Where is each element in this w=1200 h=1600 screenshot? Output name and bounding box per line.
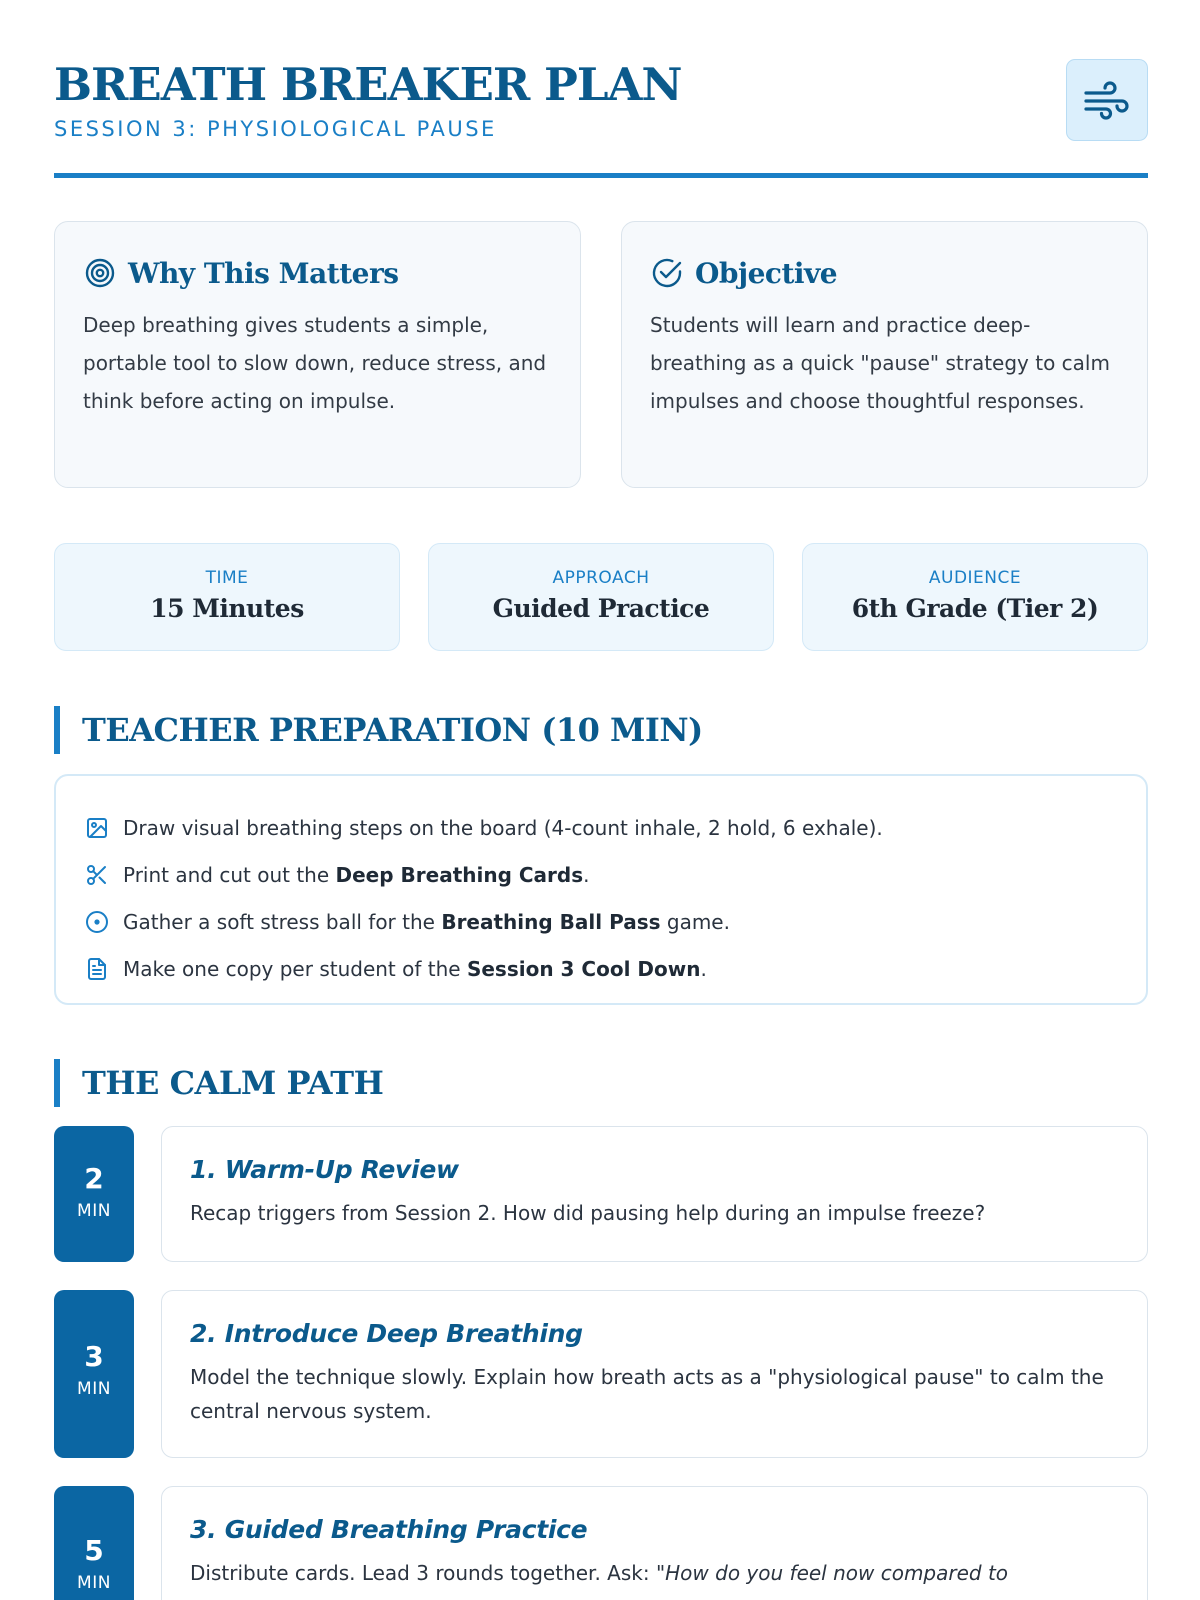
time-badge [54,1126,134,1262]
stat-label: TIME [205,568,249,588]
step-unit: MIN [77,1573,111,1593]
stat-time [54,543,400,651]
time-badge [54,1290,134,1458]
section-title: TEACHER PREPARATION (10 MIN) [82,711,703,749]
step-minutes: 3 [84,1340,104,1373]
stat-audience [802,543,1148,651]
step-unit: MIN [77,1201,111,1221]
stat-label: AUDIENCE [928,568,1022,588]
info-cards [54,221,1148,488]
list-item [84,804,1118,851]
prep-text: Gather a soft stress ball for the Breathing Ball Pass game. [123,909,730,934]
stat-value: Guided Practice [492,594,710,623]
why-this-matters-title: Why This Matters [128,256,399,290]
step-description: Model the technique slowly. Explain how breath acts as a "physiological pause" to calm the central nervous system. [190,1365,1104,1423]
prep-text: Draw visual breathing steps on the board (4-count inhale, 2 hold, 6 exhale). [123,815,883,840]
target-icon [83,256,117,290]
lesson-plan-page [54,0,1148,1593]
step-title: 2. Introduce Deep Breathing [190,1319,583,1348]
step-title: 3. Guided Breathing Practice [190,1515,588,1544]
section-title: THE CALM PATH [82,1064,384,1102]
objective-card [621,221,1148,488]
step-title: 1. Warm-Up Review [190,1155,459,1184]
prep-text: Print and cut out the Deep Breathing Cards. [123,862,590,887]
stats-row [54,543,1148,651]
wind-icon [1066,59,1148,141]
list-item [84,945,1118,992]
step-card [161,1290,1148,1458]
stat-label: APPROACH [552,568,650,588]
ball-icon [84,909,110,935]
step-description: Recap triggers from Session 2. How did pausing help during an impulse freeze? [190,1201,986,1225]
step-card [161,1126,1148,1262]
calm-path-heading [54,1059,383,1107]
list-item [84,898,1118,945]
why-this-matters-card [54,221,581,488]
step-description: Distribute cards. Lead 3 rounds together. Ask: "How do you feel now compared to [190,1561,1009,1585]
stat-value: 6th Grade (Tier 2) [851,594,1099,623]
time-badge [54,1486,134,1600]
page-title: BREATH BREAKER PLAN [54,58,682,111]
teacher-preparation-heading [54,706,703,754]
image-icon [84,815,110,841]
list-item [84,851,1118,898]
why-this-matters-text: Deep breathing gives students a simple, portable tool to slow down, reduce stress, and think before acting on impulse. [83,313,547,413]
prep-text: Make one copy per student of the Session 3 Cool Down. [123,956,707,981]
check-circle-icon [650,256,684,290]
page-subtitle: SESSION 3: PHYSIOLOGICAL PAUSE [54,117,497,141]
step-unit: MIN [77,1379,111,1399]
step-minutes: 2 [84,1162,104,1195]
step-card [161,1486,1148,1600]
page-header [54,0,1148,178]
teacher-preparation-list [54,774,1148,1005]
scissors-icon [84,862,110,888]
objective-title: Objective [695,256,838,290]
document-icon [84,956,110,982]
stat-value: 15 Minutes [150,594,304,623]
stat-approach [428,543,774,651]
step-minutes: 5 [84,1534,104,1567]
objective-text: Students will learn and practice deep-breathing as a quick "pause" strategy to calm impulses and choose thoughtful responses. [650,313,1110,413]
